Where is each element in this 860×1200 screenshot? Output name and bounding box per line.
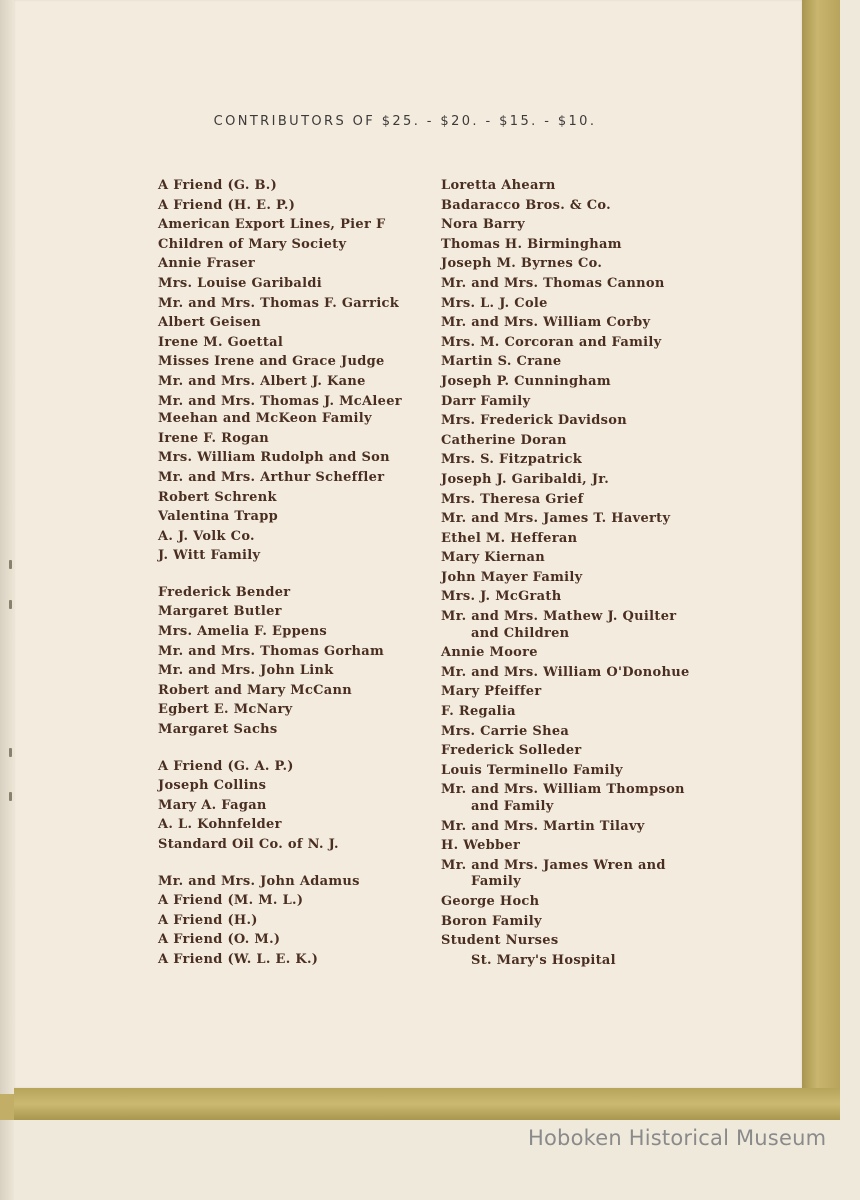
binding-mark [9,792,12,801]
contributor-entry: Mary Pfeiffer [441,684,542,700]
contributor-entry: Mr. and Mrs. John Adamus [158,873,360,889]
contributor-entry: Mr. and Mrs. William Corby [441,315,651,331]
contributor-entry: Albert Geisen [158,315,262,331]
contributor-entry: A Friend (W. L. E. K.) [158,951,319,967]
contributor-entry-continued: Family [471,874,521,890]
contributor-entry: Frederick Solleder [441,743,582,759]
contributor-entry: Mrs. Frederick Davidson [441,413,627,429]
contributor-entry: Standard Oil Co. of N. J. [158,837,339,852]
contributor-entry: Joseph J. Garibaldi, Jr. [441,471,610,487]
contributor-entry: A Friend (G. A. P.) [158,758,294,774]
contributor-entry: Mr. and Mrs. Thomas Cannon [441,275,665,291]
contributor-entry: A Friend (H.) [158,912,258,928]
contributor-entry: Frederick Bender [158,584,291,600]
contributor-entry: Badaracco Bros. & Co. [441,197,611,213]
contributor-entry: Robert Schrenk [158,489,277,505]
contributor-entry: Mr. and Mrs. Thomas Gorham [158,643,385,659]
left-contributor-column [158,176,428,970]
contributor-entry: Mrs. S. Fitzpatrick [441,452,583,468]
contributor-entry: George Hoch [441,893,540,909]
binding-mark [9,748,12,757]
contributor-entry: Thomas H. Birmingham [441,236,622,252]
contributor-entry: Mr. and Mrs. Arthur Scheffler [158,469,385,485]
cover-edge [840,0,860,1120]
contributor-group-4 [158,872,428,970]
contributor-entry: Mr. and Mrs. William O'Donohue [441,664,690,680]
contributor-entry: Egbert E. McNary [158,702,293,718]
contributor-entry: Irene M. Goettal [158,334,284,350]
contributor-entry: Louis Terminello Family [441,762,623,778]
contributor-entry: Mr. and Mrs. John Link [158,663,334,679]
contributor-entry: Ethel M. Hefferan [441,530,578,546]
contributor-entry: Misses Irene and Grace Judge [158,354,385,370]
contributor-entry: Catherine Doran [441,432,567,448]
contributor-entry: Boron Family [441,913,542,929]
contributor-entry: A Friend (G. B.) [158,178,278,193]
contributor-entry: A Friend (H. E. P.) [158,197,296,213]
contributor-entry: Children of Mary Society [158,236,347,252]
contributor-entry: Mr. and Mrs. James T. Haverty [441,511,671,527]
contributor-entry: John Mayer Family [441,569,583,585]
contributor-entry: Mr. and Mrs. Albert J. Kane [158,373,366,389]
contributor-entry: F. Regalia [441,704,516,720]
contributor-group-2 [158,583,428,740]
contributor-entry: Mrs. Amelia F. Eppens [158,624,327,640]
contributor-entry: A Friend (M. M. L.) [158,893,304,909]
contributor-entry: Mrs. J. McGrath [441,589,562,605]
museum-watermark: Hoboken Historical Museum [528,1126,827,1150]
contributor-entry: A Friend (O. M.) [158,932,281,948]
contributor-entry: Loretta Ahearn [441,178,556,193]
contributor-entry-continued: and Children [471,625,570,641]
group-spacer [158,855,428,872]
contributor-group-3 [158,757,428,855]
gold-border-right [802,0,840,1120]
contributor-entry: Mrs. Theresa Grief [441,491,584,507]
contributor-entry: Mr. and Mrs. Thomas J. McAleer [158,393,402,409]
contributor-entry: Joseph M. Byrnes Co. [441,256,603,272]
contributor-entry: Margaret Sachs [158,722,278,738]
contributor-entry: Mr. and Mrs. James Wren and [441,857,666,873]
group-spacer [158,566,428,583]
contributor-entry: Mrs. William Rudolph and Son [158,450,390,466]
right-contributor-column [441,176,781,970]
contributor-entry: Mrs. L. J. Cole [441,295,548,311]
gold-border-notch [0,1094,14,1120]
contributor-entry: Mr. and Mrs. Mathew J. Quilter [441,609,677,625]
contributor-entry: Mrs. Louise Garibaldi [158,275,323,291]
contributor-entry: Mrs. M. Corcoran and Family [441,334,662,350]
contributor-entry: Mr. and Mrs. Thomas F. Garrick [158,295,400,311]
contributor-entry: American Export Lines, Pier F [158,217,386,233]
contributor-entry: Annie Fraser [158,256,256,272]
contributor-entry: Darr Family [441,393,531,409]
contributor-entry-subtitle: St. Mary's Hospital [471,952,616,968]
page-heading: CONTRIBUTORS OF $25. - $20. - $15. - $10. [213,114,597,129]
contributor-entry: H. Webber [441,838,521,854]
contributor-entry: Mary Kiernan [441,550,546,566]
contributor-entry: Irene F. Rogan [158,430,270,446]
gold-border-bottom [14,1088,840,1120]
contributor-entry: Martin S. Crane [441,354,562,370]
contributor-entry: Meehan and McKeon Family [158,411,372,427]
contributor-entry: Joseph Collins [158,778,267,794]
contributor-entry: J. Witt Family [158,548,261,564]
contributor-entry: Margaret Butler [158,604,282,620]
contributor-entry: Mrs. Carrie Shea [441,723,570,739]
contributor-entry: Annie Moore [441,645,538,661]
contributor-entry: Mary A. Fagan [158,797,267,813]
contributor-entry: A. L. Kohnfelder [158,817,282,833]
contributor-entry-continued: and Family [471,799,554,814]
contributor-entry: Joseph P. Cunningham [441,373,611,389]
contributor-group-1 [158,176,428,566]
contributor-entry: Student Nurses [441,933,559,949]
contributor-entry: Robert and Mary McCann [158,682,353,698]
contributor-entry: Nora Barry [441,217,526,233]
binding-mark [9,600,12,609]
contributor-entry: Mr. and Mrs. Martin Tilavy [441,818,645,834]
contributor-entry: A. J. Volk Co. [158,528,255,544]
contributor-entry: Valentina Trapp [158,509,279,525]
group-spacer [158,740,428,757]
contributor-entry: Mr. and Mrs. William Thompson [441,782,685,798]
binding-mark [9,560,12,569]
